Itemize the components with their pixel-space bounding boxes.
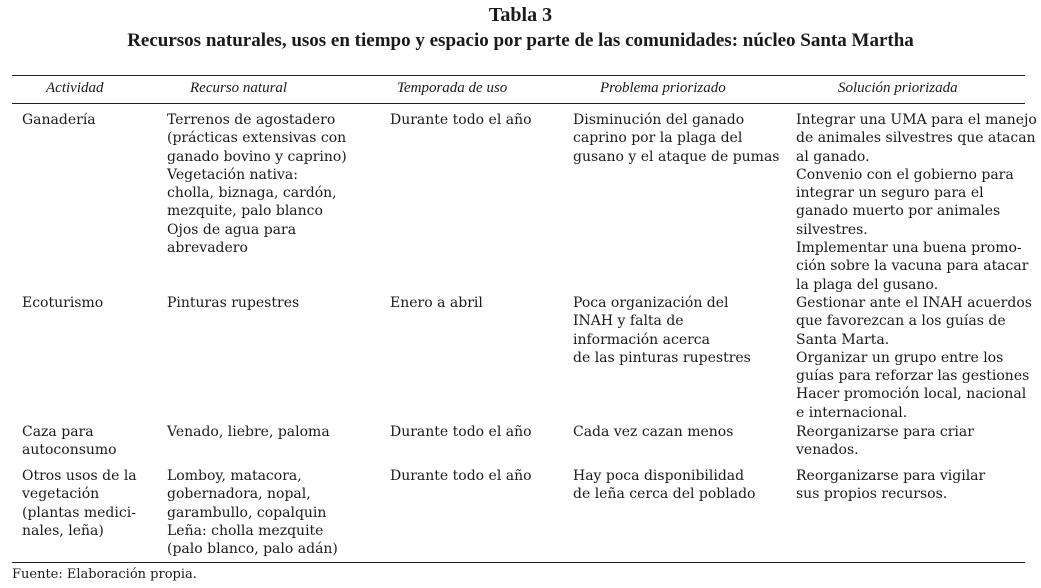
row-ecoturismo-solucion: Gestionar ante el INAH acuerdos que favorezcan a los guías de Santa Marta. Organizar un grupo entre los guías para reforzar las gestiones Hacer promoción local, nacional e internacional.	[796, 295, 1032, 421]
table-label: Tabla 3	[488, 4, 553, 26]
row-otros-usos-actividad: Otros usos de la vegetación (plantas medici- nales, leña)	[22, 468, 137, 539]
row-otros-usos-temporada: Durante todo el año	[390, 468, 532, 484]
top-rule	[12, 75, 1025, 76]
row-ganaderia-solucion: Integrar una UMA para el manejo de animales silvestres que atacan al ganado. Convenio con el gobierno para integrar un seguro para el ganado muerto por animales silvestres. Implementar una buena promo- ción sobre la vacuna para atacar la plaga del gusano.	[796, 112, 1037, 293]
row-otros-usos-solucion: Reorganizarse para vigilar sus propios recursos.	[796, 468, 986, 503]
row-caza-problema: Cada vez cazan menos	[573, 424, 734, 440]
row-caza-actividad: Caza para autoconsumo	[22, 424, 117, 459]
header-temporada-de-uso: Temporada de uso	[397, 80, 508, 96]
row-ganaderia-problema: Disminución del ganado caprino por la plaga del gusano y el ataque de pumas	[573, 112, 780, 165]
row-caza-solucion: Reorganizarse para criar venados.	[796, 424, 974, 459]
row-ecoturismo-problema: Poca organización del INAH y falta de información acerca de las pinturas rupestres	[573, 295, 751, 366]
table-caption: Recursos naturales, usos en tiempo y espacio por parte de las comunidades: núcleo Santa Martha	[127, 30, 914, 51]
row-ecoturismo-actividad: Ecoturismo	[22, 295, 104, 311]
row-ecoturismo-recurso: Pinturas rupestres	[167, 295, 300, 311]
source-note: Fuente: Elaboración propia.	[12, 567, 197, 582]
row-otros-usos-recurso: Lomboy, matacora, gobernadora, nopal, garambullo, copalquin Leña: cholla mezquite (palo blanco, palo adán)	[167, 468, 338, 558]
header-actividad: Actividad	[46, 80, 104, 96]
bottom-rule	[12, 562, 1025, 563]
row-caza-recurso: Venado, liebre, paloma	[167, 424, 330, 440]
row-ganaderia-actividad: Ganadería	[22, 112, 96, 128]
row-ganaderia-temporada: Durante todo el año	[390, 112, 532, 128]
row-ganaderia-recurso: Terrenos de agostadero (prácticas extensivas con ganado bovino y caprino) Vegetación nativa: cholla, biznaga, cardón, mezquite, palo blanco Ojos de agua para abrevadero	[167, 112, 347, 257]
row-caza-temporada: Durante todo el año	[390, 424, 532, 440]
header-problema-priorizado: Problema priorizado	[600, 80, 726, 96]
row-otros-usos-problema: Hay poca disponibilidad de leña cerca del poblado	[573, 468, 756, 503]
header-rule	[12, 103, 1025, 104]
header-recurso-natural: Recurso natural	[190, 80, 288, 96]
row-ecoturismo-temporada: Enero a abril	[390, 295, 483, 311]
header-solucion-priorizada: Solución priorizada	[838, 80, 958, 96]
